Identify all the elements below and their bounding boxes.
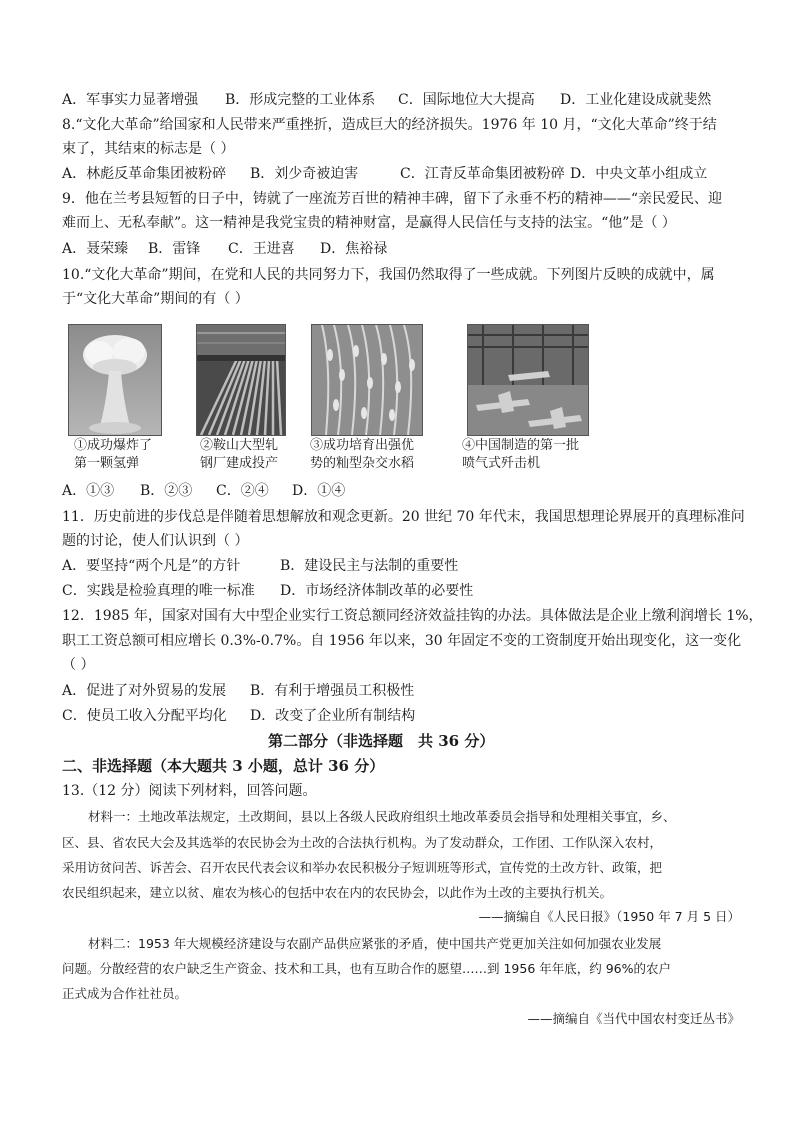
q10-option-a: A．①③ <box>62 483 115 499</box>
q12-option-a: A．促进了对外贸易的发展 <box>62 683 227 699</box>
hybrid-rice-photo <box>311 324 423 436</box>
caption-2-line1: ②鞍山大型轧 <box>200 438 279 453</box>
material1-line4: 农民组织起来，建立以贫、雇农为核心的包括中农在内的农民协会，以此作为土改的主要执行机关。 <box>62 885 613 900</box>
q7-option-a: A．军事实力显著增强 <box>62 92 199 108</box>
q8-option-a: A．林彪反革命集团被粉碎 <box>62 166 227 182</box>
q8-option-d: D．中央文革小组成立 <box>570 166 708 182</box>
material1-line3: 采用访贫问苦、诉苦会、召开农民代表会议和举办农民积极分子短训班等形式，宣传党的土改方针、政策，把 <box>62 860 663 875</box>
q10-option-d: D．①④ <box>292 483 346 499</box>
q7-option-c: C．国际地位大大提高 <box>398 92 535 108</box>
q13-stem: 13.（12 分）阅读下列材料，回答问题。 <box>62 783 317 799</box>
caption-1-line1: ①成功爆炸了 <box>74 438 153 453</box>
photo-caption-3 <box>310 437 414 473</box>
material1-line1: 材料一：土地改革法规定，土改期间，县以上各级人民政府组织土地改革委员会指导和处理相关事宜，乡、 <box>88 809 676 824</box>
q7-option-b: B．形成完整的工业体系 <box>225 92 376 108</box>
q12-option-d: D．改变了企业所有制结构 <box>250 708 416 724</box>
material2-line2: 问题。分散经营的农户缺乏生产资金、技术和工具，也有互助合作的愿望……到 1956 年年底，约 96%的农户 <box>62 961 672 976</box>
q7-option-d: D．工业化建设成就斐然 <box>560 92 712 108</box>
section2-title: 二、非选择题（本大题共 3 小题，总计 36 分） <box>62 757 385 775</box>
q10-option-b: B．②③ <box>140 483 193 499</box>
caption-3-line2: 势的籼型杂交水稻 <box>310 456 415 471</box>
caption-4-line2: 喷气式歼击机 <box>462 456 541 471</box>
q11-option-c: C．实践是检验真理的唯一标准 <box>62 583 255 599</box>
caption-1-line2: 第一颗氢弹 <box>74 456 140 471</box>
q11-option-d: D．市场经济体制改革的必要性 <box>280 583 474 599</box>
q8-stem-line1: 8.“文化大革命”给国家和人民带来严重挫折，造成巨大的经济损失。1976 年 10 月，“文化大革命”终于结 <box>62 117 717 133</box>
q9-option-b: B．雷锋 <box>148 241 201 257</box>
caption-3-line1: ③成功培育出强优 <box>310 438 415 453</box>
q10-stem-line1: 10.“文化大革命”期间，在党和人民的共同努力下，我国仍然取得了一些成就。下列图片反映的成就中，属 <box>62 267 715 283</box>
q12-stem-line1: 12．1985 年，国家对国有大中型企业实行工资总额同经济效益挂钩的办法。具体做法是企业上缴利润增长 1%， <box>62 608 763 624</box>
photo-caption-2 <box>200 437 278 473</box>
q9-option-a: A．聂荣臻 <box>62 241 129 257</box>
q10-stem-line2: 于“文化大革命”期间的有（ ） <box>62 291 249 307</box>
hydrogen-bomb-photo <box>68 324 162 436</box>
jet-fighter-photo <box>467 324 589 436</box>
material2-line3: 正式成为合作社社员。 <box>62 986 188 1001</box>
material2-line1: 材料二：1953 年大规模经济建设与农副产品供应紧张的矛盾，使中国共产党更加关注如何加强农业发展 <box>88 936 662 951</box>
q10-option-c: C．②④ <box>216 483 269 499</box>
q12-option-c: C．使员工收入分配平均化 <box>62 708 227 724</box>
q9-stem-line2: 难而上、无私奉献”。这一精神是我党宝贵的精神财富，是赢得人民信任与支持的法宝。“他”是（ ） <box>62 215 676 231</box>
material1-line2: 区、县、省农民大会及其选举的农民协会为土改的合法执行机构。为了发动群众，工作团、工作队深入农村， <box>62 835 663 850</box>
q12-stem-line3: （ ） <box>62 657 95 673</box>
q9-option-d: D．焦裕禄 <box>320 241 388 257</box>
photo-caption-4 <box>462 437 579 473</box>
q11-option-a: A．要坚持“两个凡是”的方针 <box>62 558 241 574</box>
caption-2-line2: 钢厂建成投产 <box>200 456 279 471</box>
q8-stem-line2: 束了，其结束的标志是（ ） <box>62 141 235 157</box>
steel-mill-photo <box>196 324 286 436</box>
q11-option-b: B．建设民主与法制的重要性 <box>280 558 459 574</box>
q9-option-c: C．王进喜 <box>228 241 295 257</box>
q11-stem-line2: 题的讨论，使人们认识到（ ） <box>62 533 249 549</box>
q8-option-b: B．刘少奇被迫害 <box>250 166 359 182</box>
q12-stem-line2: 职工工资总额可相应增长 0.3%-0.7%。自 1956 年以来，30 年固定不变的工资制度开始出现变化，这一变化 <box>62 633 742 649</box>
photo-caption-1 <box>74 437 152 473</box>
material2-source: ——摘编自《当代中国农村变迁丛书》 <box>527 1011 740 1026</box>
q9-stem-line1: 9．他在兰考县短暂的日子中，铸就了一座流芳百世的精神丰碑，留下了永垂不朽的精神——“亲民爱民、迎 <box>62 191 723 207</box>
q8-option-c: C．江青反革命集团被粉碎 <box>400 166 565 182</box>
part2-title: 第二部分（非选择题 共 36 分） <box>268 732 495 750</box>
q12-option-b: B．有利于增强员工积极性 <box>250 683 415 699</box>
q11-stem-line1: 11．历史前进的步伐总是伴随着思想解放和观念更新。20 世纪 70 年代末，我国思想理论界展开的真理标准问 <box>62 509 745 525</box>
caption-4-line1: ④中国制造的第一批 <box>462 438 580 453</box>
material1-source: ——摘编自《人民日报》（1950 年 7 月 5 日） <box>478 909 740 924</box>
